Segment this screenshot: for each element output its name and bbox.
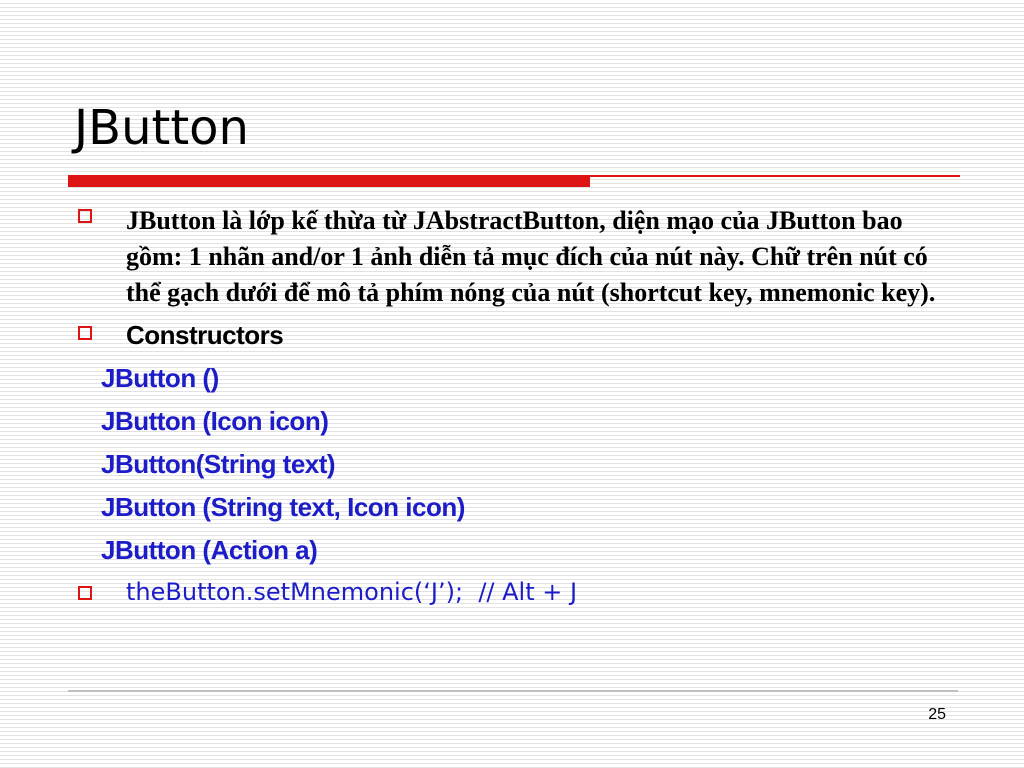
square-bullet-icon <box>78 586 92 600</box>
constructor-item: JButton(String text) <box>101 449 336 479</box>
constructor-item: JButton (Action a) <box>101 535 318 565</box>
title-underline-thick <box>68 175 590 187</box>
page-number: 25 <box>928 706 946 723</box>
description-text: JButton là lớp kế thừa từ JAbstractButton, diện mạo của JButton bao gồm: 1 nhãn and/or 1 ảnh diễn tả mục đích của nút này. Chữ trên nút có thể gạch dưới để mô tả phím nóng của nút (shortcut key, mnemonic key). <box>126 206 936 307</box>
constructor-item: JButton (String text, Icon icon) <box>101 492 465 522</box>
constructor-item: JButton (Icon icon) <box>101 406 329 436</box>
bullet-constructors <box>70 317 960 353</box>
constructor-list <box>70 357 960 572</box>
slide-content <box>70 200 960 612</box>
code-example: theButton.setMnemonic(‘J’); // Alt + J <box>126 578 578 606</box>
slide-title: JButton <box>74 100 249 156</box>
constructors-heading: Constructors <box>126 320 284 350</box>
square-bullet-icon <box>78 209 92 223</box>
footer-divider <box>68 690 958 692</box>
square-bullet-icon <box>78 326 92 340</box>
title-underline-thin <box>590 175 960 177</box>
constructor-item: JButton () <box>101 363 219 393</box>
bullet-code-example <box>70 572 960 612</box>
bullet-description <box>70 200 960 311</box>
